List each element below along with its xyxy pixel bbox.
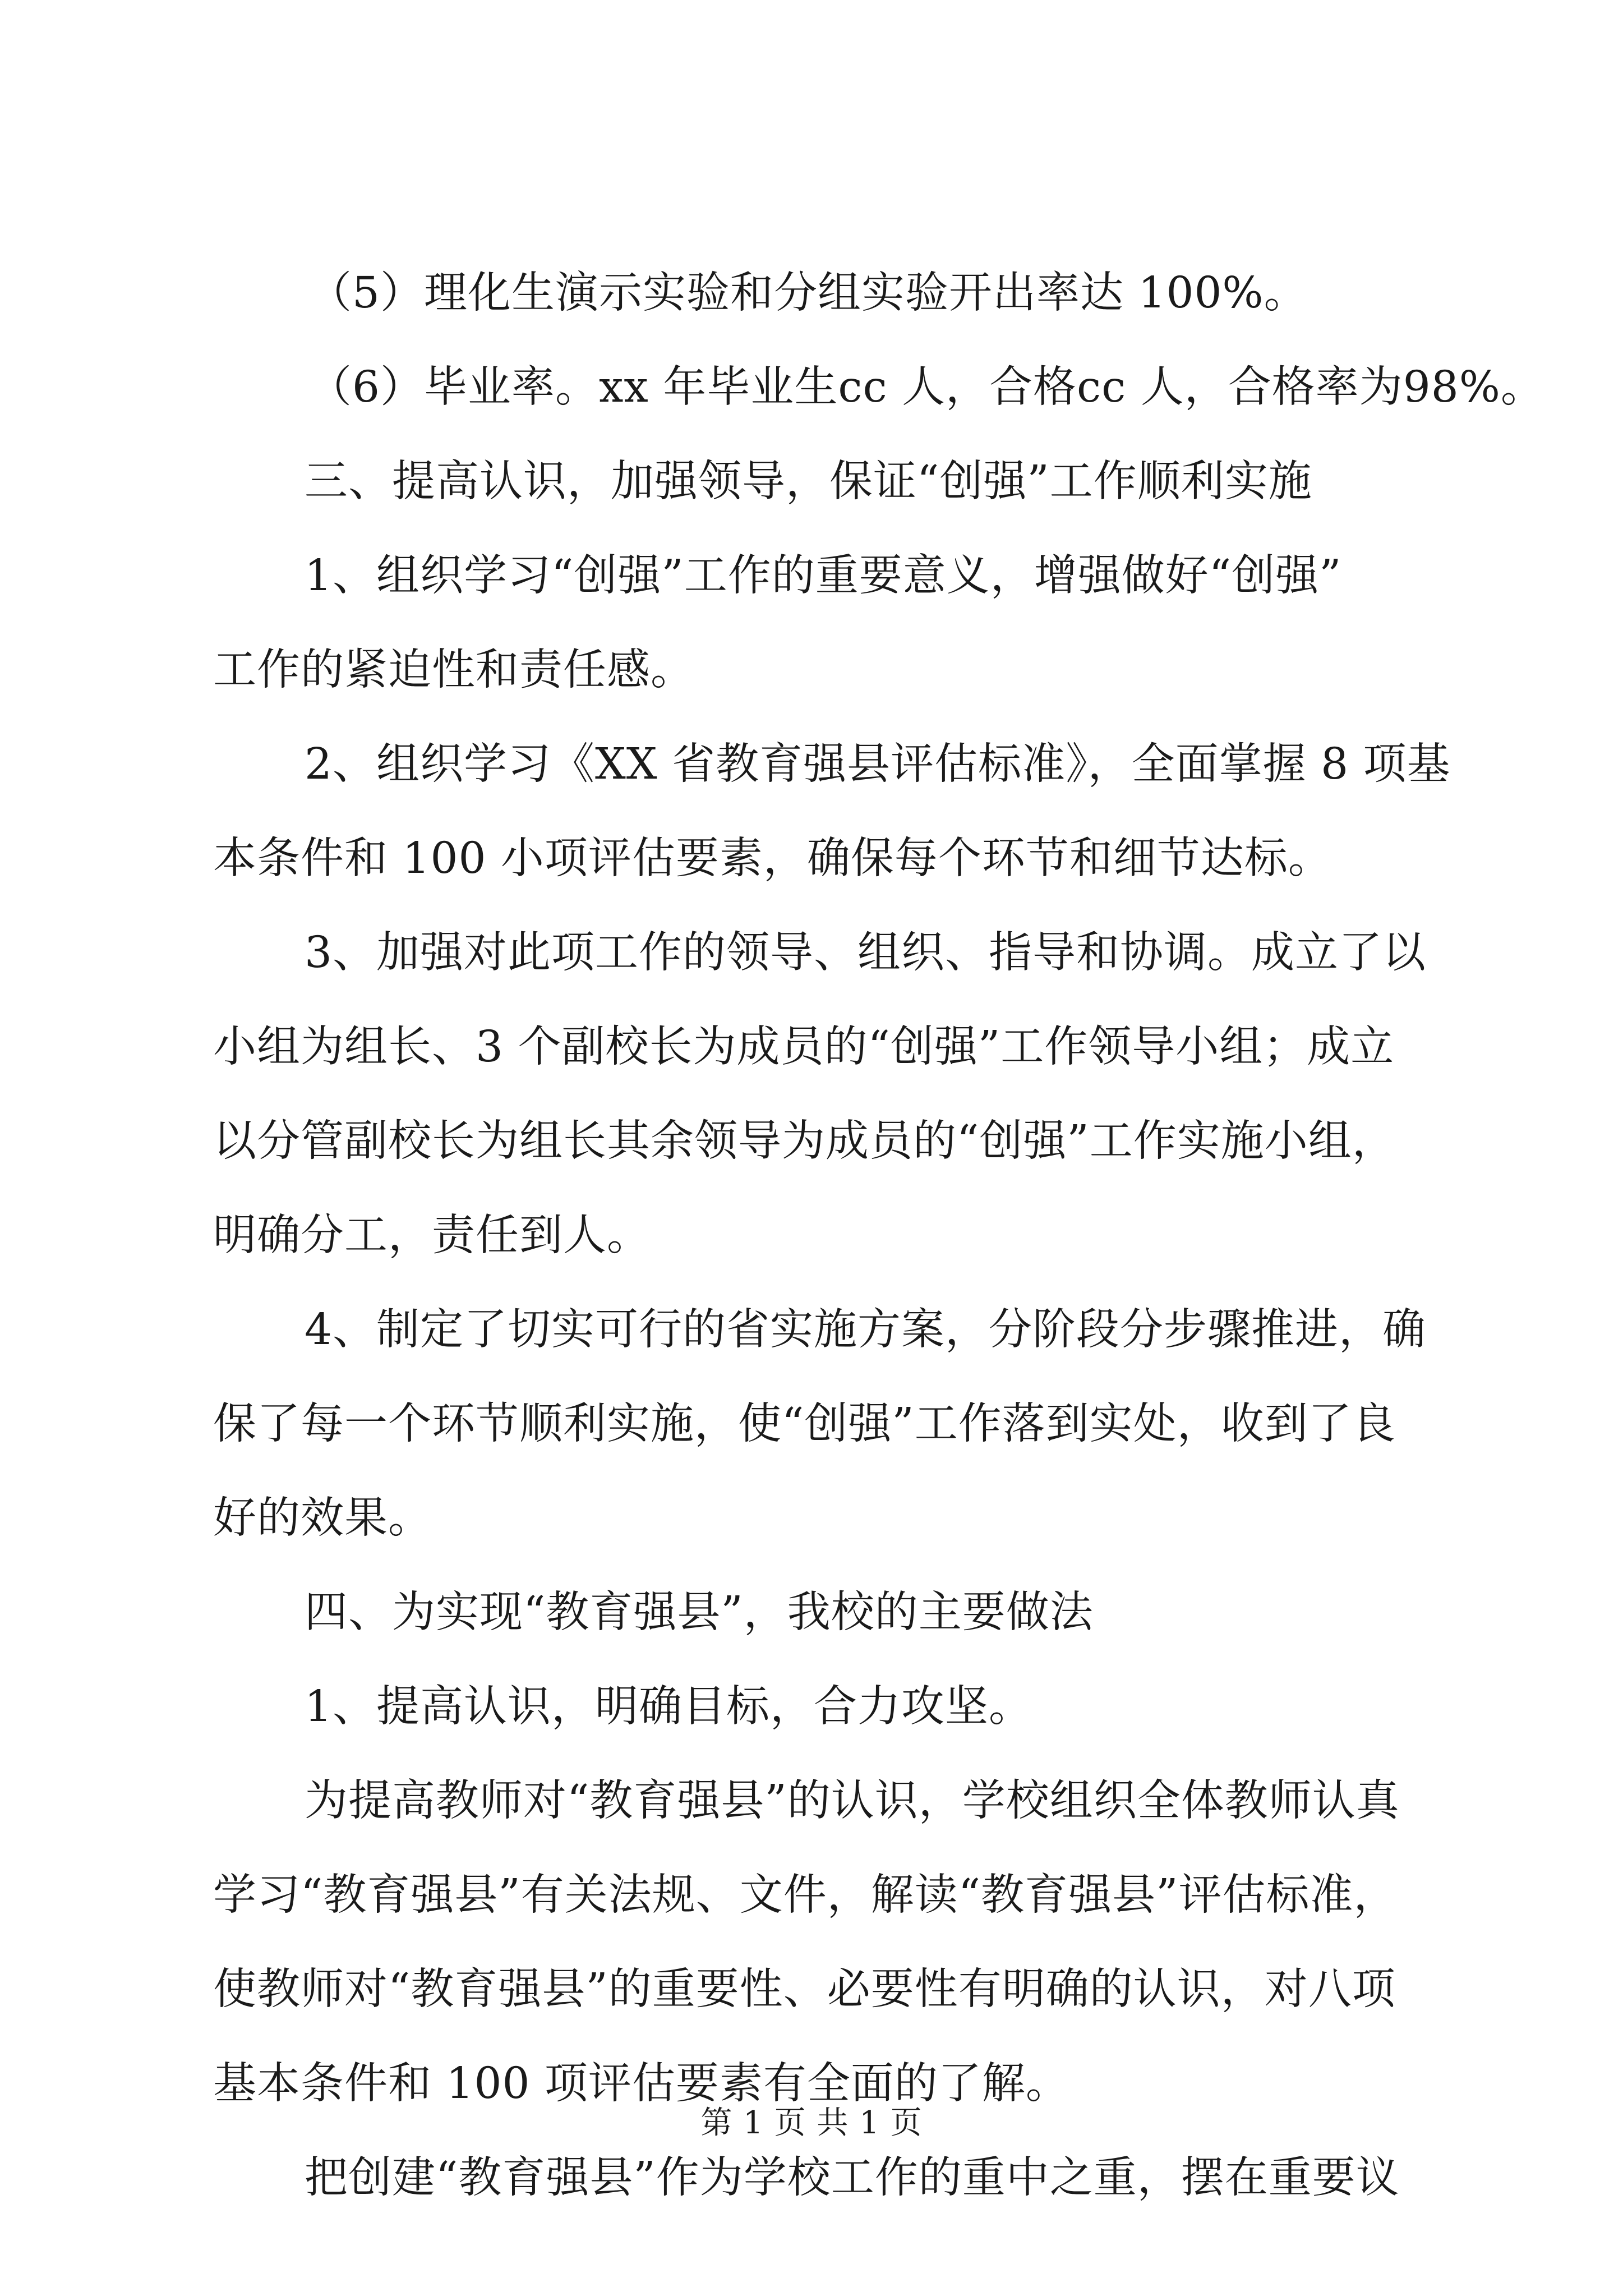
paragraph-line: 使教师对“教育强县”的重要性、必要性有明确的认识，对八项 xyxy=(213,1964,1396,2014)
paragraph-line: 本条件和 100 小项评估要素，确保每个环节和细节达标。 xyxy=(213,834,1332,884)
document-body xyxy=(213,264,1544,2208)
paragraph-line: （6）毕业率。xx 年毕业生cc 人，合格cc 人，合格率为98%。 xyxy=(308,362,1544,412)
paragraph-line: 好的效果。 xyxy=(213,1493,432,1543)
paragraph-line: 学习“教育强县”有关法规、文件，解读“教育强县”评估标准， xyxy=(213,1870,1398,1920)
paragraph-line: 1、提高认识，明确目标，合力攻坚。 xyxy=(305,1682,1032,1732)
paragraph-line: 把创建“教育强县”作为学校工作的重中之重，摆在重要议 xyxy=(305,2153,1400,2203)
page-footer: 第 1 页 共 1 页 xyxy=(700,2105,923,2141)
paragraph-line: 3、加强对此项工作的领导、组织、指导和协调。成立了以 xyxy=(305,928,1426,978)
paragraph-line: 4、制定了切实可行的省实施方案，分阶段分步骤推进，确 xyxy=(305,1305,1426,1355)
paragraph-line: 为提高教师对“教育强县”的认识，学校组织全体教师认真 xyxy=(305,1776,1400,1826)
paragraph-line: 明确分工，责任到人。 xyxy=(213,1211,651,1260)
paragraph-line: （5）理化生演示实验和分组实验开出率达 100%。 xyxy=(308,268,1308,318)
section-heading: 三、提高认识，加强领导，保证“创强”工作顺利实施 xyxy=(305,457,1312,507)
section-heading: 四、为实现“教育强县”，我校的主要做法 xyxy=(305,1588,1094,1637)
paragraph-line: 2、组织学习《XX 省教育强县评估标准》，全面掌握 8 项基 xyxy=(305,739,1451,789)
paragraph-line: 小组为组长、3 个副校长为成员的“创强”工作领导小组；成立 xyxy=(213,1022,1395,1072)
paragraph-line: 1、组织学习“创强”工作的重要意义，增强做好“创强” xyxy=(305,551,1342,601)
paragraph-line: 以分管副校长为组长其余领导为成员的“创强”工作实施小组， xyxy=(213,1116,1396,1166)
paragraph-line: 基本条件和 100 项评估要素有全面的了解。 xyxy=(213,2059,1069,2109)
paragraph-line: 工作的紧迫性和责任感。 xyxy=(213,645,694,695)
paragraph-line: 保了每一个环节顺利实施，使“创强”工作落到实处，收到了良 xyxy=(213,1399,1396,1449)
